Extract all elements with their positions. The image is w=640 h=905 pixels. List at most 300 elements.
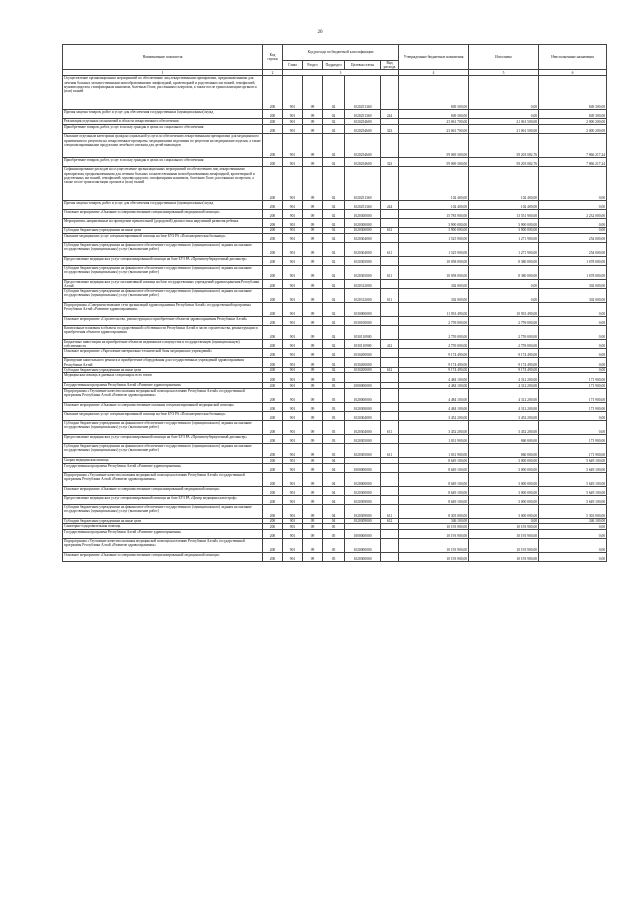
row-name: Прочая закупка товаров, работ и услуг для обеспечения государственных (муниципальных) нужд	[63, 110, 263, 119]
row-approved: 10 193 900,00	[399, 530, 469, 539]
row-section: 09	[303, 158, 323, 167]
row-chapter: 901	[283, 201, 303, 210]
row-section: 09	[303, 201, 323, 210]
row-unexecuted: 0,00	[539, 340, 607, 349]
row-approved: 3 452 200,00	[399, 421, 469, 435]
row-expense-type: 611	[381, 242, 399, 256]
row-executed: 0,00	[469, 289, 539, 303]
row-expense-type	[381, 167, 399, 201]
row-approved: 8 649 100,00	[399, 464, 469, 473]
row-section: 09	[303, 383, 323, 389]
row-section: 09	[303, 119, 323, 125]
row-target-article: 1020254600	[345, 134, 381, 158]
row-approved: 59 069 300,00	[399, 134, 469, 158]
row-executed: 3 000 000,00	[469, 464, 539, 473]
row-section: 09	[303, 464, 323, 473]
row-target-article: 1020309000	[345, 496, 381, 505]
row-expense-type	[381, 464, 399, 473]
table-row	[63, 496, 607, 505]
row-chapter: 901	[283, 242, 303, 256]
row-name: Мероприятия, направленные на проведение пренатальной (дородовой) диагностики нарушений развития ребенка	[63, 219, 263, 228]
row-code: 200	[263, 317, 283, 326]
row-chapter: 901	[283, 389, 303, 403]
row-name: Субсидии бюджетным учреждениям на финансовое обеспечение государственного (муниципального) задания на оказание государственных (муниципальных) услуг (выполнение работ)	[63, 421, 263, 435]
table-row	[63, 473, 607, 487]
row-target-article: 1020304000	[345, 233, 381, 242]
table-row	[63, 464, 607, 473]
row-target-article: 1030110900	[345, 340, 381, 349]
row-unexecuted: 0,00	[539, 358, 607, 367]
row-chapter: 901	[283, 435, 303, 444]
budget-execution-table	[62, 44, 607, 562]
row-executed: 9 174 490,00	[469, 349, 539, 358]
row-code: 200	[263, 553, 283, 562]
row-expense-type	[381, 256, 399, 265]
row-section: 09	[303, 367, 323, 372]
table-row	[63, 134, 607, 158]
row-name: Предоставление медицинских услуг паллиативной помощи на базе государственных учреждений здравоохранения Республики Алтай	[63, 279, 263, 288]
row-section: 09	[303, 389, 323, 403]
header-section: Раздел	[303, 61, 323, 70]
row-chapter: 901	[283, 496, 303, 505]
table-row	[63, 210, 607, 219]
row-subsection: 02	[323, 349, 345, 358]
row-section: 09	[303, 553, 323, 562]
row-executed: 0,00	[469, 76, 539, 110]
table-body	[63, 76, 607, 562]
row-name: Прочая закупка товаров, работ и услуг для обеспечения государственных (муниципальных) нужд	[63, 201, 263, 210]
row-name: Подпрограмма «Улучшение качества оказания медицинской помощи населению Республики Алтай» государственной программы Республики Алтай «Развитие здравоохранения»	[63, 473, 263, 487]
table-row	[63, 326, 607, 340]
row-unexecuted: 0,00	[539, 303, 607, 317]
row-chapter: 901	[283, 233, 303, 242]
row-expense-type	[381, 487, 399, 496]
row-subsection: 02	[323, 233, 345, 242]
row-subsection: 05	[323, 539, 345, 553]
row-code: 200	[263, 219, 283, 228]
row-code: 200	[263, 303, 283, 317]
row-code: 200	[263, 158, 283, 167]
row-name: Подпрограмма «Улучшение качества оказания медицинской помощи населению Республики Алтай» государственной программы Республики Алтай «Развитие здравоохранения»	[63, 539, 263, 553]
row-chapter: 901	[283, 119, 303, 125]
row-unexecuted: 0,00	[539, 524, 607, 530]
row-chapter: 901	[283, 303, 303, 317]
row-section: 09	[303, 219, 323, 228]
row-subsection: 02	[323, 125, 345, 134]
row-approved: 4 484 100,00	[399, 403, 469, 412]
header-row	[63, 45, 607, 61]
row-section: 09	[303, 473, 323, 487]
row-subsection: 02	[323, 289, 345, 303]
row-target-article: 1020300000	[345, 553, 381, 562]
row-approved: 1 525 900,00	[399, 242, 469, 256]
row-unexecuted: 2 000 200,00	[539, 119, 607, 125]
row-subsection: 04	[323, 458, 345, 464]
row-code: 200	[263, 473, 283, 487]
row-unexecuted: 0,00	[539, 421, 607, 435]
row-executed: 1 271 900,00	[469, 233, 539, 242]
row-unexecuted: 171 900,00	[539, 389, 607, 403]
row-executed: 0,00	[469, 110, 539, 119]
row-name: Софинансирование расходов на осуществление организационных мероприятий по обеспечению лиц лекарственными препаратами, предназначенными для лечения больных злокачественными новообразованиями лимфоидной, кроветворной и родственных им тканей, гемофилией, муковисцидозом, гипофизарным нанизмом, болезнью Гоше, рассеянным склерозом, а также после трансплантации органов и (или) тканей	[63, 167, 263, 201]
table-row	[63, 289, 607, 303]
row-unexecuted: 0,00	[539, 167, 607, 201]
row-section: 09	[303, 421, 323, 435]
row-subsection: 05	[323, 530, 345, 539]
row-subsection: 04	[323, 496, 345, 505]
row-name: Оказание медицинских услуг специализированной помощи на базе БУЗ РА «Психиатрическая больница»	[63, 233, 263, 242]
table-row	[63, 233, 607, 242]
row-chapter: 901	[283, 289, 303, 303]
row-subsection: 02	[323, 228, 345, 233]
row-section: 09	[303, 530, 323, 539]
row-target-article: 1020000000	[345, 473, 381, 487]
row-executed: 3 000 000,00	[469, 458, 539, 464]
row-name: Субсидии бюджетным учреждениям на финансовое обеспечение государственного (муниципального) задания на оказание государственных (муниципальных) услуг (выполнение работ)	[63, 265, 263, 279]
row-approved: 102 400,00	[399, 201, 469, 210]
row-unexecuted: 1 678 000,00	[539, 265, 607, 279]
row-subsection: 03	[323, 403, 345, 412]
row-section: 09	[303, 444, 323, 458]
row-unexecuted: 2 000 200,00	[539, 125, 607, 134]
row-target-article: 1020300000	[345, 487, 381, 496]
row-approved: 8 649 100,00	[399, 496, 469, 505]
row-executed: 10 193 900,00	[469, 539, 539, 553]
table-row	[63, 487, 607, 496]
row-section: 09	[303, 228, 323, 233]
row-code: 200	[263, 125, 283, 134]
index-2: 2	[263, 70, 283, 76]
row-section: 09	[303, 289, 323, 303]
row-section: 09	[303, 539, 323, 553]
row-chapter: 901	[283, 326, 303, 340]
row-subsection: 02	[323, 119, 345, 125]
row-unexecuted: 5 649 100,00	[539, 473, 607, 487]
row-code: 200	[263, 340, 283, 349]
row-target-article: 1030200000	[345, 349, 381, 358]
row-executed: 10 193 900,00	[469, 530, 539, 539]
row-target-article: 1030200000	[345, 367, 381, 372]
row-target-article	[345, 373, 381, 383]
row-code: 200	[263, 412, 283, 421]
row-code: 200	[263, 256, 283, 265]
row-name: Приобретение товаров, работ, услуг в пользу граждан в целях их социального обеспечения	[63, 125, 263, 134]
row-code: 200	[263, 464, 283, 473]
row-chapter: 901	[283, 125, 303, 134]
row-executed: 3 452 200,00	[469, 412, 539, 421]
row-code: 200	[263, 519, 283, 524]
row-unexecuted: 254 000,00	[539, 233, 607, 242]
row-name: Предоставление медицинских услуг специализированной помощи на базе БУЗ РА «Противотуберкулезный диспансер»	[63, 435, 263, 444]
row-section: 09	[303, 412, 323, 421]
row-code: 200	[263, 326, 283, 340]
row-executed: 21 061 500,00	[469, 125, 539, 134]
row-chapter: 901	[283, 340, 303, 349]
index-5: 5	[469, 70, 539, 76]
row-name: Подпрограмма «Совершенствование сети организаций здравоохранения Республики Алтай» государственной программы Республики Алтай «Развитие здравоохранения»	[63, 303, 263, 317]
row-subsection: 02	[323, 340, 345, 349]
header-code: Код строки	[263, 45, 283, 70]
row-target-article: 1020000000	[345, 389, 381, 403]
row-code: 200	[263, 279, 283, 288]
row-approved: 2 759 000,00	[399, 326, 469, 340]
row-approved: 1 525 900,00	[399, 233, 469, 242]
row-unexecuted: 171 900,00	[539, 435, 607, 444]
row-chapter: 901	[283, 349, 303, 358]
row-code: 200	[263, 242, 283, 256]
row-executed: 3 000 000,00	[469, 487, 539, 496]
row-code: 200	[263, 373, 283, 383]
table-row	[63, 219, 607, 228]
row-name: Основное мероприятие «Оказание и совершенствование оказания специализированной медицинской помощи»	[63, 403, 263, 412]
row-approved: 11 933 490,00	[399, 303, 469, 317]
table-row	[63, 303, 607, 317]
row-expense-type	[381, 134, 399, 158]
row-code: 200	[263, 403, 283, 412]
row-expense-type: 611	[381, 444, 399, 458]
row-unexecuted: 5 303 000,00	[539, 505, 607, 519]
header-approved: Утвержденные бюджетные назначения	[399, 45, 469, 70]
row-expense-type	[381, 373, 399, 383]
row-executed: 102 400,00	[469, 167, 539, 201]
row-unexecuted: 0,00	[539, 219, 607, 228]
row-subsection: 03	[323, 421, 345, 435]
row-section: 09	[303, 435, 323, 444]
row-unexecuted: 254 000,00	[539, 242, 607, 256]
index-4: 4	[399, 70, 469, 76]
row-code: 200	[263, 444, 283, 458]
row-target-article: 1030000000	[345, 303, 381, 317]
row-subsection: 03	[323, 373, 345, 383]
row-executed: 3 000 000,00	[469, 496, 539, 505]
row-executed: 4 312 200,00	[469, 403, 539, 412]
row-unexecuted: 0,00	[539, 539, 607, 553]
row-name: Проведение капитального ремонта и приобретение оборудования для государственных учреждений здравоохранения Республики Алтай	[63, 358, 263, 367]
row-target-article: 1000000000	[345, 383, 381, 389]
row-name: Субсидии бюджетным учреждениям на иные цели	[63, 519, 263, 524]
row-expense-type	[381, 530, 399, 539]
table-row	[63, 317, 607, 326]
row-code: 200	[263, 367, 283, 372]
row-chapter: 901	[283, 444, 303, 458]
table-row	[63, 110, 607, 119]
row-approved: 4 484 100,00	[399, 383, 469, 389]
row-executed: 9 174 490,00	[469, 358, 539, 367]
row-executed: 10 193 900,00	[469, 524, 539, 530]
row-target-article: 1020309000	[345, 505, 381, 519]
row-target-article: 1020304000	[345, 421, 381, 435]
row-approved: 10 058 000,00	[399, 256, 469, 265]
row-subsection: 02	[323, 279, 345, 288]
row-subsection: 03	[323, 389, 345, 403]
row-section: 09	[303, 519, 323, 524]
row-subsection: 02	[323, 265, 345, 279]
row-expense-type: 244	[381, 201, 399, 210]
row-target-article: 1020300000	[345, 228, 381, 233]
table-row	[63, 265, 607, 279]
row-chapter: 901	[283, 358, 303, 367]
header-expense-type: Вид расхода	[381, 61, 399, 70]
row-name: Основное мероприятие «Оказание и совершенствование специализированной медицинской помощи»	[63, 487, 263, 496]
row-chapter: 901	[283, 458, 303, 464]
row-expense-type	[381, 403, 399, 412]
row-code: 200	[263, 76, 283, 110]
row-subsection: 02	[323, 367, 345, 372]
table-row	[63, 389, 607, 403]
row-approved: 346 100,00	[399, 519, 469, 524]
row-target-article: 1020309000	[345, 519, 381, 524]
table-row	[63, 530, 607, 539]
row-approved: 3 452 200,00	[399, 412, 469, 421]
row-subsection: 04	[323, 519, 345, 524]
row-expense-type	[381, 279, 399, 288]
row-unexecuted: 302 000,00	[539, 289, 607, 303]
row-name: Бюджетные инвестиции на приобретение объектов недвижимого имущества в государственную (муниципальную) собственность	[63, 340, 263, 349]
row-approved: 2 759 000,00	[399, 340, 469, 349]
row-target-article: 1030110900	[345, 326, 381, 340]
row-target-article: 1020251360	[345, 76, 381, 110]
row-target-article: 1020304000	[345, 242, 381, 256]
table-row	[63, 125, 607, 134]
row-expense-type: 612	[381, 519, 399, 524]
row-unexecuted: 0,00	[539, 228, 607, 233]
row-target-article: 1020251360	[345, 201, 381, 210]
row-expense-type	[381, 233, 399, 242]
row-executed: 0,00	[469, 279, 539, 288]
row-target-article: 1020305000	[345, 256, 381, 265]
row-executed: 10 193 900,00	[469, 553, 539, 562]
row-unexecuted: 0,00	[539, 412, 607, 421]
row-name: Основное мероприятие «Строительство, реконструкция и приобретение объектов здравоохранения Республики Алтай»	[63, 317, 263, 326]
row-section: 09	[303, 76, 323, 110]
row-code: 200	[263, 435, 283, 444]
row-approved: 102 400,00	[399, 167, 469, 201]
row-expense-type: 244	[381, 110, 399, 119]
row-approved: 23 061 700,00	[399, 119, 469, 125]
row-chapter: 901	[283, 317, 303, 326]
row-expense-type	[381, 539, 399, 553]
table-row	[63, 158, 607, 167]
row-approved: 4 484 100,00	[399, 373, 469, 383]
table-row	[63, 435, 607, 444]
row-section: 09	[303, 167, 323, 201]
row-code: 200	[263, 383, 283, 389]
row-target-article: 1020251360	[345, 167, 381, 201]
row-approved: 849 300,00	[399, 110, 469, 119]
row-approved: 8 649 100,00	[399, 458, 469, 464]
row-expense-type	[381, 219, 399, 228]
row-expense-type: 412	[381, 340, 399, 349]
page-number: 20	[317, 30, 323, 35]
row-approved: 302 000,00	[399, 289, 469, 303]
row-target-article: 1030100000	[345, 317, 381, 326]
row-section: 09	[303, 242, 323, 256]
row-section: 09	[303, 403, 323, 412]
row-code: 200	[263, 389, 283, 403]
row-section: 09	[303, 373, 323, 383]
row-executed: 3 000 000,00	[469, 505, 539, 519]
row-name: Государственная программа Республики Алтай «Развитие здравоохранения»	[63, 464, 263, 473]
row-name: Субсидии бюджетным учреждениям на финансовое обеспечение государственного (муниципального) задания на оказание государственных (муниципальных) услуг (выполнение работ)	[63, 242, 263, 256]
index-3: 3	[283, 70, 399, 76]
row-approved: 9 174 490,00	[399, 367, 469, 372]
row-executed: 3 900 000,00	[469, 219, 539, 228]
row-target-article: 1020300000	[345, 210, 381, 219]
row-subsection: 02	[323, 242, 345, 256]
row-approved: 10 193 900,00	[399, 539, 469, 553]
row-approved: 302 000,00	[399, 279, 469, 288]
row-name: Субсидии бюджетным учреждениям на финансовое обеспечение государственного (муниципального) задания на оказание государственных (муниципальных) услуг (выполнение работ)	[63, 289, 263, 303]
row-name: Санаторно-оздоровительная помощь	[63, 524, 263, 530]
row-target-article: 1020300000	[345, 219, 381, 228]
table-row	[63, 349, 607, 358]
row-target-article: 1020312000	[345, 289, 381, 303]
table-row	[63, 505, 607, 519]
row-section: 09	[303, 210, 323, 219]
row-approved: 3 900 000,00	[399, 219, 469, 228]
row-section: 09	[303, 349, 323, 358]
row-chapter: 901	[283, 553, 303, 562]
row-expense-type: 323	[381, 158, 399, 167]
row-approved: 8 649 100,00	[399, 473, 469, 487]
row-chapter: 901	[283, 219, 303, 228]
table-row	[63, 256, 607, 265]
header-classification: Код расхода по бюджетной классификации	[283, 45, 399, 61]
row-chapter: 901	[283, 412, 303, 421]
row-subsection: 02	[323, 358, 345, 367]
row-section: 09	[303, 326, 323, 340]
row-subsection: 02	[323, 110, 345, 119]
row-expense-type: 611	[381, 421, 399, 435]
row-executed: 3 000 000,00	[469, 473, 539, 487]
row-subsection: 04	[323, 487, 345, 496]
row-section: 09	[303, 487, 323, 496]
row-name: Государственная программа Республики Алтай «Развитие здравоохранения»	[63, 530, 263, 539]
row-name: Субсидии бюджетным учреждениям на финансовое обеспечение государственного (муниципального) задания на оказание государственных (муниципальных) услуг (выполнение работ)	[63, 444, 263, 458]
row-approved: 1 031 900,00	[399, 435, 469, 444]
row-unexecuted: 849 300,00	[539, 110, 607, 119]
row-section: 09	[303, 303, 323, 317]
row-executed: 59 203 082,76	[469, 158, 539, 167]
row-unexecuted: 0,00	[539, 201, 607, 210]
table-row	[63, 242, 607, 256]
row-subsection: 02	[323, 76, 345, 110]
row-executed: 102 400,00	[469, 201, 539, 210]
row-approved: 23 061 700,00	[399, 125, 469, 134]
row-code: 200	[263, 524, 283, 530]
row-chapter: 901	[283, 539, 303, 553]
row-executed: 59 203 082,76	[469, 134, 539, 158]
row-unexecuted: 0,00	[539, 349, 607, 358]
row-subsection: 02	[323, 317, 345, 326]
row-executed: 8 380 000,00	[469, 265, 539, 279]
row-target-article: 1020251360	[345, 110, 381, 119]
row-chapter: 901	[283, 367, 303, 372]
header-unexecuted: Неисполненные назначения	[539, 45, 607, 70]
row-target-article: 1020254600	[345, 119, 381, 125]
row-chapter: 901	[283, 279, 303, 288]
row-chapter: 901	[283, 373, 303, 383]
row-unexecuted: 0,00	[539, 326, 607, 340]
row-expense-type	[381, 358, 399, 367]
row-target-article: 1030200000	[345, 358, 381, 367]
row-code: 200	[263, 505, 283, 519]
header-subsection: Подраздел	[323, 61, 345, 70]
table-row	[63, 76, 607, 110]
row-approved: 849 300,00	[399, 76, 469, 110]
table-row	[63, 201, 607, 210]
row-approved: 15 783 900,00	[399, 210, 469, 219]
